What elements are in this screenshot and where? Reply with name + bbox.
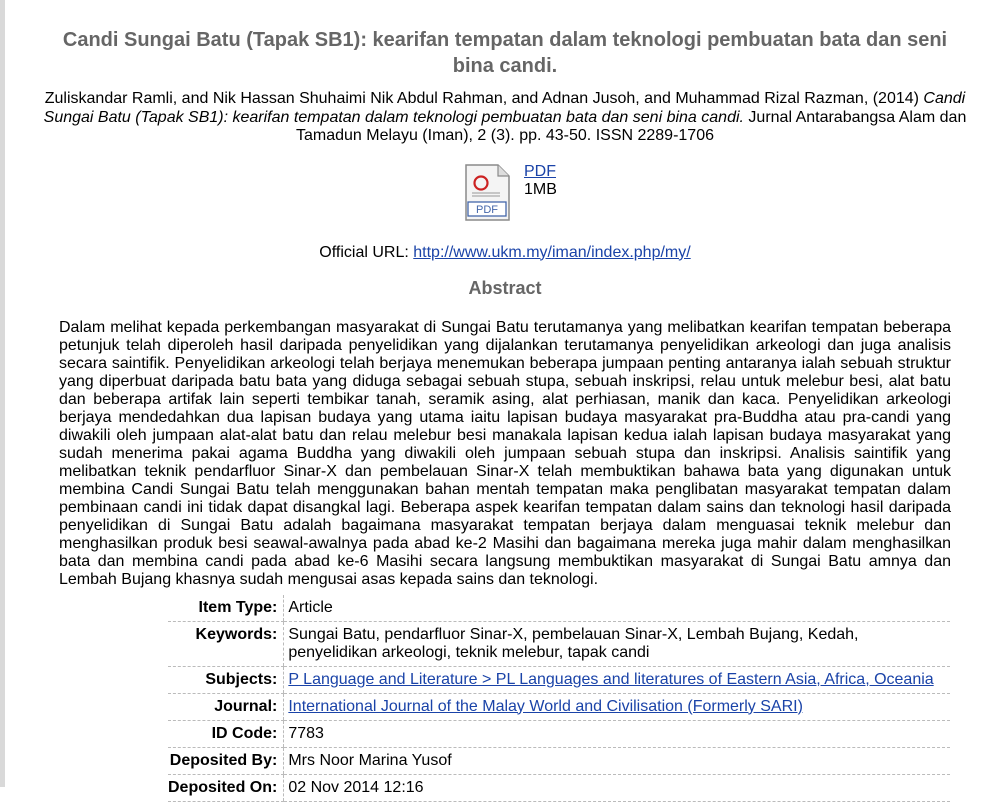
metadata-label: Journal: xyxy=(168,693,284,720)
metadata-value: Article xyxy=(284,595,950,622)
official-url-link[interactable]: http://www.ukm.my/iman/index.php/my/ xyxy=(413,243,691,261)
metadata-label: Keywords: xyxy=(168,621,284,666)
pdf-file-icon[interactable] xyxy=(464,164,510,222)
citation-title: Candi Sungai Batu (Tapak SB1): kearifan tempatan dalam teknologi pembuatan bata dan seni bina candi. xyxy=(43,90,966,126)
document-download xyxy=(40,163,970,233)
metadata-value xyxy=(284,693,950,720)
metadata-row xyxy=(168,595,950,622)
metadata-label: Item Type: xyxy=(168,595,284,622)
metadata-row xyxy=(168,747,950,774)
metadata-row xyxy=(168,666,950,693)
official-url-label: Official URL: xyxy=(319,243,409,261)
metadata-row xyxy=(168,693,950,720)
citation xyxy=(40,90,970,146)
metadata-row xyxy=(168,621,950,666)
citation-source: Jurnal Antarabangsa Alam dan Tamadun Melayu (Iman), 2 (3). pp. 43-50. ISSN 2289-1706 xyxy=(296,108,967,144)
pdf-download-link[interactable]: PDF xyxy=(524,162,556,180)
eprint-page xyxy=(40,0,970,802)
metadata-label: Subjects: xyxy=(168,666,284,693)
metadata-value: Sungai Batu, pendarfluor Sinar-X, pembelauan Sinar-X, Lembah Bujang, Kedah, penyelidikan arkeologi, teknik melebur, tapak candi xyxy=(284,621,950,666)
metadata-table xyxy=(168,595,950,802)
abstract-heading: Abstract xyxy=(468,277,542,298)
page-title: Candi Sungai Batu (Tapak SB1): kearifan tempatan dalam teknologi pembuatan bata dan seni bina candi. xyxy=(62,29,948,77)
metadata-value: 02 Nov 2014 12:16 xyxy=(284,774,950,801)
pdf-icon-label: PDF xyxy=(476,203,498,216)
metadata-value: 7783 xyxy=(284,720,950,747)
metadata-value xyxy=(284,666,950,693)
metadata-label: Deposited On: xyxy=(168,774,284,801)
official-url xyxy=(40,243,970,263)
pdf-meta xyxy=(524,163,557,199)
metadata-label: Deposited By: xyxy=(168,747,284,774)
metadata-value: Mrs Noor Marina Yusof xyxy=(284,747,950,774)
pdf-file-size: 1MB xyxy=(524,180,557,198)
abstract-text: Dalam melihat kepada perkembangan masyarakat di Sungai Batu terutamanya yang melibatkan kearifan tempatan beberapa petunjuk telah diperoleh hasil daripada penyelidikan yang dijalankan terutamanya penyelidikan arkeologi dan juga analisis secara saintifik. Penyelidikan arkeologi telah berjaya menemukan beberapa jumpaan penting antaranya ialah sebuah struktur yang diperbuat daripada batu bata yang diduga sebagai sebuah stupa, sebuah inskripsi, relau untuk melebur besi, alat batu dan beberapa artifak lain seperti tembikar tanah, seramik asing, alat perhiasan, manik dan kaca. Penyelidikan arkeologi berjaya mendedahkan dua lapisan budaya yang utama iaitu lapisan budaya masyarakat pra-Buddha atau pra-candi yang diwakili oleh jumpaan alat-alat batu dan relau melebur besi manakala lapisan kedua ialah lapisan budaya masyarakat yang sudah menerima pakai agama Buddha yang diwakili oleh jumpaan sebuah stupa dan inskripsi. Analisis saintifik yang melibatkan teknik pendarfluor Sinar-X dan pembelauan Sinar-X telah membuktikan bahawa bata yang digunakan untuk membina Candi Sungai Batu telah menggunakan bahan mentah tempatan maka penglibatan masyarakat tempatan dalam pembinaan candi ini tidak dapat disangkal lagi. Beberapa aspek kearifan tempatan dalam sains dan teknologi hasil daripada penyelidikan di Sungai Batu adalah bagaimana masyarakat tempatan berjaya dalam menguasai teknik melebur dan menghasilkan produk besi seawal-awalnya pada abad ke-2 Masihi dan bagaimana mereka juga mahir dalam menghasilkan bata dan membina candi pada abad ke-6 Masihi secara langsung membuktikan masyarakat di Sungai Batu amnya dan Lembah Bujang khasnya sudah mengusai asas kepada sains dan teknologi. xyxy=(59,318,951,588)
metadata-link[interactable]: P Language and Literature > PL Languages and literatures of Eastern Asia, Africa, Oceania xyxy=(288,670,934,688)
metadata-row xyxy=(168,774,950,801)
citation-authors: Zuliskandar Ramli, and Nik Hassan Shuhaimi Nik Abdul Rahman, and Adnan Jusoh, and Muhammad Rizal Razman, (2014) xyxy=(44,90,919,107)
metadata-label: ID Code: xyxy=(168,720,284,747)
metadata-row xyxy=(168,720,950,747)
metadata-link[interactable]: International Journal of the Malay World and Civilisation (Formerly SARI) xyxy=(288,697,803,715)
left-border xyxy=(0,0,5,787)
